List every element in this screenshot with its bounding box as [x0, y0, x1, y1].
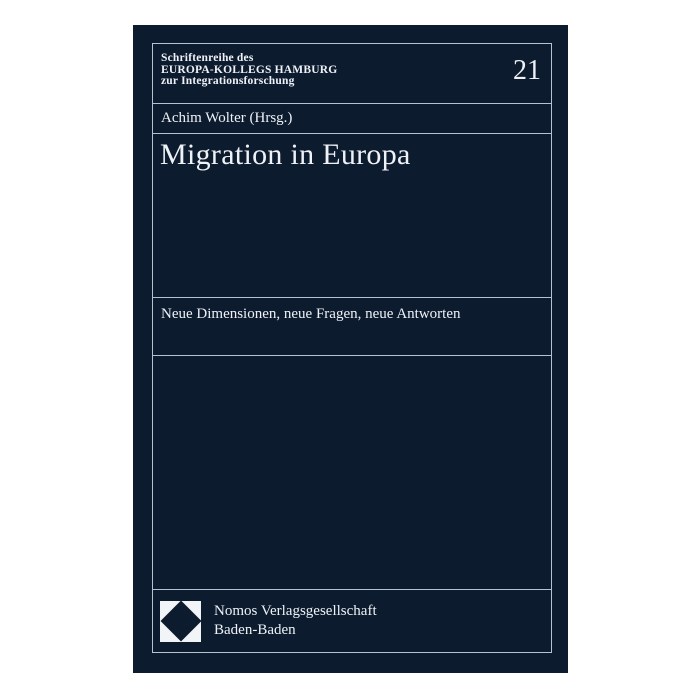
series-section — [153, 44, 551, 104]
subtitle-section — [153, 298, 551, 356]
publisher-section — [153, 590, 551, 652]
publisher-city: Baden-Baden — [214, 622, 296, 638]
publisher-text — [214, 602, 377, 640]
title-section — [153, 134, 551, 298]
publisher-name: Nomos Verlagsgesellschaft — [214, 603, 377, 619]
series-line-1: Schriftenreihe des — [161, 52, 254, 64]
empty-section — [153, 356, 551, 590]
series-title — [161, 53, 541, 88]
cover-frame — [152, 43, 552, 653]
book-subtitle: Neue Dimensionen, neue Fragen, neue Antworten — [161, 306, 461, 322]
nomos-logo — [160, 601, 201, 642]
book-title: Migration in Europa — [160, 138, 411, 171]
volume-number: 21 — [513, 55, 541, 86]
series-line-2: EUROPA-KOLLEGS HAMBURG — [161, 63, 338, 76]
series-line-3: zur Integrationsforschung — [161, 75, 295, 88]
author-name: Achim Wolter (Hrsg.) — [161, 110, 293, 126]
book-cover — [133, 25, 568, 673]
nomos-diamond-icon — [160, 601, 201, 642]
author-section — [153, 104, 551, 134]
